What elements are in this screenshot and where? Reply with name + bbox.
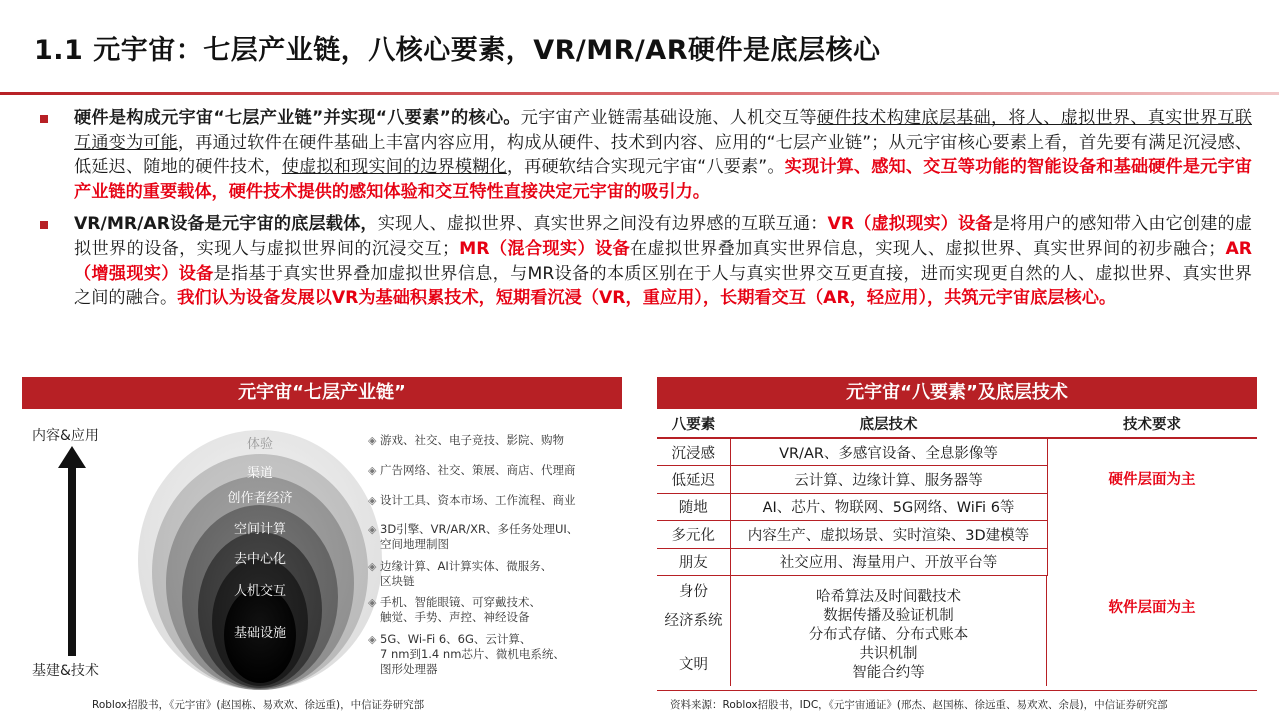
title-divider [0, 92, 1279, 95]
table-row [657, 548, 1257, 576]
element-cell: 经济系统 [664, 613, 723, 629]
layer-label: 渠道 [246, 466, 273, 481]
layer-label: 人机交互 [233, 584, 286, 599]
col-header: 技术要求 [1047, 410, 1257, 438]
layer-desc [368, 433, 564, 448]
table-row [657, 521, 1257, 549]
left-panel-header: 元宇宙“七层产业链” [22, 377, 622, 409]
tech-line: 数据传播及验证机制 [823, 608, 954, 624]
layer-label: 基础设施 [233, 626, 286, 641]
bullet-marker-icon [40, 221, 48, 229]
table-bottom-border [657, 690, 1257, 691]
axis-bottom-label: 基建&技术 [32, 663, 99, 679]
element-cell: 低延迟 [657, 466, 730, 494]
desc-line: 广告网络、社交、策展、商店、代理商 [380, 463, 576, 477]
hardware-label: 硬件层面为主 [1108, 472, 1196, 488]
bullet1-text: 元宇宙产业链需基础设施、人机交互等 [520, 108, 817, 128]
bullet-diamond-icon: ◈ [368, 596, 377, 609]
bullet-devices [30, 212, 1252, 310]
element-cell: 文明 [679, 657, 708, 673]
col-header: 底层技术 [730, 410, 1047, 438]
layer-desc [368, 632, 565, 677]
software-tech-cell [730, 576, 1047, 686]
element-cell: 随地 [657, 493, 730, 521]
bullet1-text: ，再通过软件在硬件基础上丰富内容应用，构成从硬件、技术到内容、应用的“七层产业链”；从元宇宙核心要素上看，首先要有满足沉浸感、低延迟、随地的硬件技术， [74, 132, 1252, 178]
page-title: 1.1 元宇宙：七层产业链，八核心要素，VR/MR/AR硬件是底层核心 [34, 35, 881, 66]
right-source: 资料来源：Roblox招股书，IDC，《元宇宙通证》(邢杰、赵国栋、徐远重、易欢欢、余晨)，中信证券研究部 [670, 699, 1168, 711]
bullet-diamond-icon: ◈ [368, 464, 377, 477]
desc-line: 边缘计算、AI计算实体、微服务、 [380, 559, 553, 573]
up-arrow-icon [57, 446, 87, 656]
bullet2-ar: AR（增强现实）设备 [74, 238, 1252, 284]
software-label: 软件层面为主 [1108, 600, 1196, 616]
bullet2-text: 在虚拟世界叠加真实世界信息，实现人、虚拟世界、真实世界间的初步融合； [630, 238, 1226, 259]
tech-line: 哈希算法及时间戳技术 [816, 589, 961, 605]
element-cell: 身份 [679, 584, 708, 600]
table-row [657, 493, 1257, 521]
desc-line: 空间地理制图 [380, 537, 449, 551]
tech-cell: 云计算、边缘计算、服务器等 [730, 466, 1047, 494]
tech-line: 分布式存储、分布式账本 [808, 627, 969, 643]
desc-line: 设计工具、资本市场、工作流程、商业 [380, 493, 576, 507]
desc-line: 游戏、社交、电子竞技、影院、购物 [380, 433, 564, 447]
desc-line: 区块链 [380, 574, 415, 588]
axis-top-label: 内容&应用 [32, 428, 99, 444]
bullet1-underline: 使虚拟和现实间的边界模糊化 [281, 157, 507, 178]
bullet2-text: 是将用户的感知带入由它创建的虚拟世界的设备，实现人与虚拟世界间的沉浸交互； [74, 214, 1252, 259]
bullet-diamond-icon: ◈ [368, 523, 377, 536]
left-source: Roblox招股书，《元宇宙》(赵国栋、易欢欢、徐远重)，中信证券研究部 [92, 699, 425, 711]
bullet2-conclusion: 我们认为设备发展以VR为基础积累技术，短期看沉浸（VR，重应用），长期看交互（AR，轻应用），共筑元宇宙底层核心。 [177, 288, 1117, 309]
bullet2-lead: VR/MR/AR设备是元宇宙的底层载体， [74, 214, 378, 235]
bullet-list [30, 106, 1252, 319]
bullet1-underline: 硬件技术构建底层基础，将人、虚拟世界、真实世界互联互通变为可能 [74, 108, 1252, 153]
tech-cell: VR/AR、多感官设备、全息影像等 [730, 438, 1047, 466]
desc-line: 7 nm到1.4 nm芯片、微机电系统、 [380, 647, 565, 661]
bullet1-text: ，再硬软结合实现元宇宙“八要素”。 [506, 157, 785, 178]
req-cell [1047, 521, 1257, 549]
tech-cell: AI、芯片、物联网、5G网络、WiFi 6等 [730, 493, 1047, 521]
layer-label: 去中心化 [233, 552, 286, 567]
bullet1-lead: 硬件是构成元宇宙“七层产业链”并实现“八要素”的核心。 [74, 108, 521, 128]
bullet2-vr: VR（虚拟现实）设备 [827, 214, 993, 235]
table-row [657, 438, 1257, 466]
bullet2-mr: MR（混合现实）设备 [459, 238, 631, 259]
element-cell: 多元化 [657, 521, 730, 549]
bullet-diamond-icon: ◈ [368, 494, 377, 507]
desc-line: 图形处理器 [380, 662, 438, 676]
tech-cell: 内容生产、虚拟场景、实时渲染、3D建模等 [730, 521, 1047, 549]
tech-line: 智能合约等 [852, 665, 925, 681]
layer-label: 体验 [246, 437, 273, 452]
bullet-marker-icon [40, 115, 48, 123]
element-cell: 朋友 [657, 548, 730, 576]
layer-desc [368, 522, 578, 552]
table-header-row [657, 410, 1257, 438]
req-cell [1047, 548, 1257, 576]
bullet1-highlight: 实现计算、感知、交互等功能的智能设备和基础硬件是元宇宙产业链的重要载体，硬件技术提供的感知体验和交互特性直接决定元宇宙的吸引力。 [74, 157, 1252, 202]
right-panel-header: 元宇宙“八要素”及底层技术 [657, 377, 1257, 409]
desc-line: 手机、智能眼镜、可穿戴技术、 [380, 595, 541, 609]
elements-table [657, 410, 1257, 576]
bullet-diamond-icon: ◈ [368, 560, 377, 573]
col-header: 八要素 [657, 410, 730, 438]
bullet2-text: 实现人、虚拟世界、真实世界之间没有边界感的互联互通： [377, 214, 828, 235]
layer-desc [368, 463, 576, 478]
layer-desc [368, 493, 576, 508]
layer-desc [368, 559, 552, 589]
req-cell [1047, 493, 1257, 521]
layer-desc [368, 595, 541, 625]
req-cell [1047, 438, 1257, 466]
layer-label: 空间计算 [233, 522, 286, 537]
tech-cell: 社交应用、海量用户、开放平台等 [730, 548, 1047, 576]
layer-label: 创作者经济 [227, 491, 293, 506]
bullet-hardware [30, 106, 1252, 204]
bullet-diamond-icon: ◈ [368, 434, 377, 447]
element-cell: 沉浸感 [657, 438, 730, 466]
desc-line: 触觉、手势、声控、神经设备 [380, 610, 530, 624]
desc-line: 5G、Wi-Fi 6、6G、云计算、 [380, 632, 532, 646]
bullet-diamond-icon: ◈ [368, 633, 377, 646]
desc-line: 3D引擎、VR/AR/XR、多任务处理UI、 [380, 522, 579, 536]
tech-line: 共识机制 [859, 646, 918, 662]
bullet2-text: 是指基于真实世界叠加虚拟世界信息，与MR设备的本质区别在于人与真实世界交互更直接，进而实现更自然的人、虚拟世界、真实世界之间的融合。 [74, 263, 1252, 309]
